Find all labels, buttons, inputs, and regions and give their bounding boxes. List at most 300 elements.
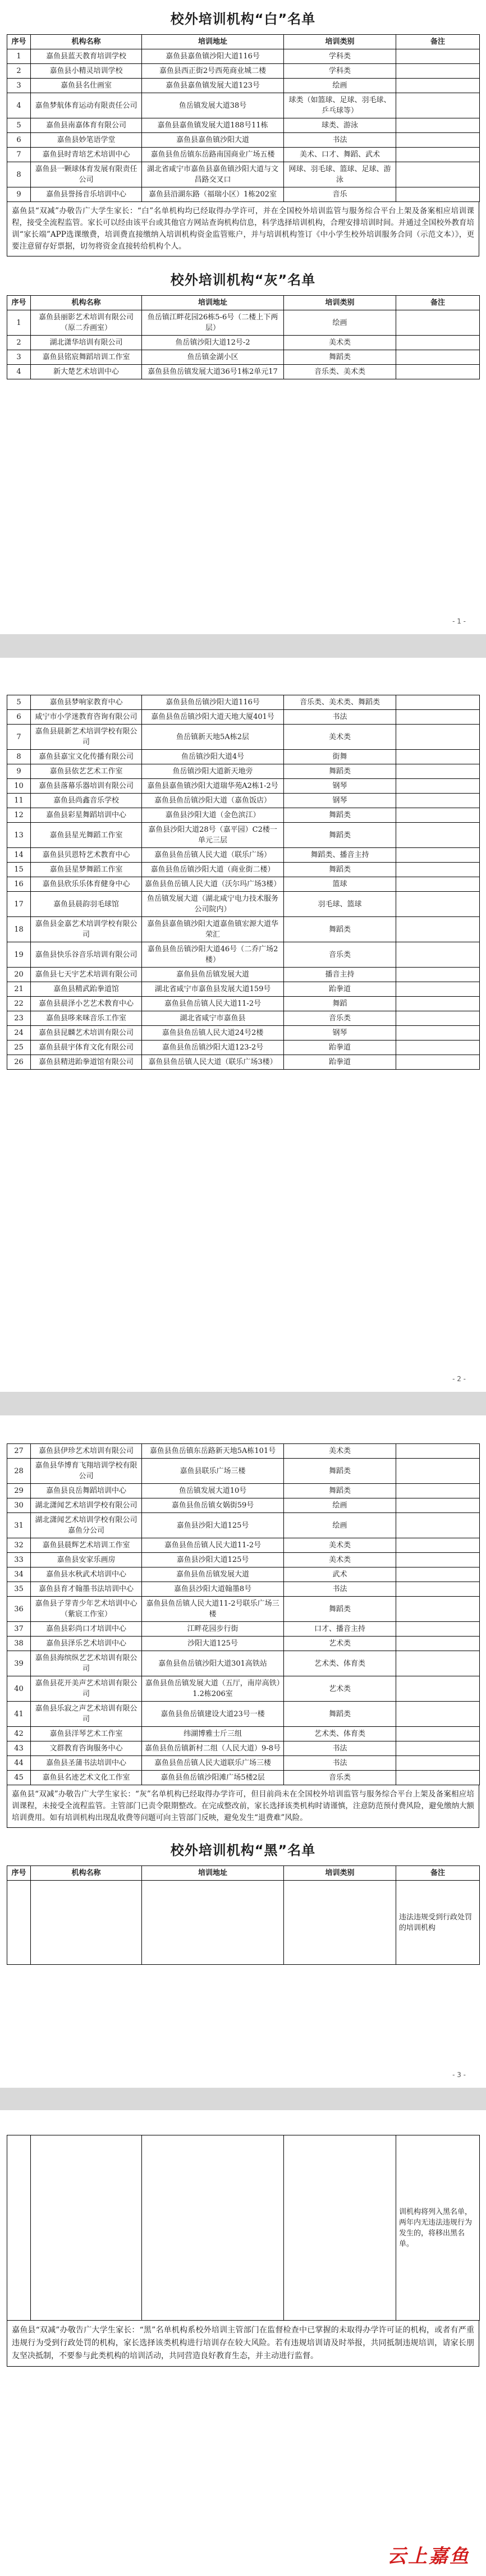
remark — [396, 1498, 480, 1513]
row-number: 33 — [7, 1553, 31, 1567]
column-header: 序号 — [7, 1866, 31, 1881]
row-number: 17 — [7, 892, 31, 917]
row-number: 20 — [7, 968, 31, 982]
remark — [396, 794, 480, 808]
category: 绘画 — [284, 79, 396, 93]
table-row — [7, 350, 480, 365]
address: 嘉鱼县鱼岳镇人民大道（联乐广场3楼） — [142, 1055, 284, 1070]
address: 嘉鱼县鱼岳镇沙阳大道301高铁站 — [142, 1651, 284, 1676]
table-row — [7, 133, 480, 148]
org-name: 嘉鱼县子芽青少年艺术培训中心（紫宸工作室） — [31, 1597, 142, 1622]
category: 羽毛球、篮球 — [284, 892, 396, 917]
row-number: 18 — [7, 917, 31, 942]
address: 嘉鱼县鱼岳镇人民大道联乐广场三楼 — [142, 1756, 284, 1771]
row-number: 40 — [7, 1676, 31, 1702]
row-number: 37 — [7, 1622, 31, 1637]
category: 书法 — [284, 1741, 396, 1756]
table-row — [7, 725, 480, 750]
org-name: 嘉鱼县良岳舞蹈培训中心 — [31, 1484, 142, 1498]
address: 沙阳大道125号 — [142, 1637, 284, 1651]
row-number: 30 — [7, 1498, 31, 1513]
address: 嘉鱼县沙阳大道（金色滨江） — [142, 808, 284, 823]
org-name: 嘉鱼县哆来咪音乐工作室 — [31, 1011, 142, 1026]
remark — [396, 1741, 480, 1756]
address: 嘉鱼县鱼岳镇人民大道（联乐广场） — [142, 848, 284, 863]
category: 舞蹈类、播音主持 — [284, 848, 396, 863]
table-row — [7, 1727, 480, 1741]
document-page-4 — [7, 2110, 479, 2576]
org-name: 嘉鱼县时青培艺术培训中心 — [31, 148, 142, 162]
address: 湖北省咸宁市嘉鱼县发展大道159号 — [142, 982, 284, 997]
remark — [396, 1484, 480, 1498]
address: 湖北省咸宁市嘉鱼县嘉鱼镇沙阳大道与文昌路交叉口 — [142, 162, 284, 187]
row-number: 2 — [7, 64, 31, 79]
org-name: 嘉鱼县晨辉艺术培训工作室 — [31, 1538, 142, 1553]
black-row-note: 违法违规受到行政处罚的培训机构 — [396, 1881, 480, 1965]
row-number: 16 — [7, 877, 31, 892]
org-name: 嘉鱼县昆麟艺术培训有限公司 — [31, 1026, 142, 1041]
table-row — [7, 1011, 480, 1026]
row-number: 26 — [7, 1055, 31, 1070]
table-row — [7, 1567, 480, 1582]
category: 学科类 — [284, 49, 396, 64]
category: 绘画 — [284, 1498, 396, 1513]
category: 艺术类 — [284, 1637, 396, 1651]
gray-list-table-part1 — [7, 295, 480, 379]
column-header: 序号 — [7, 35, 31, 49]
column-header: 培训地址 — [142, 1866, 284, 1881]
table-row — [7, 1637, 480, 1651]
document-page-2 — [7, 658, 479, 1392]
category: 美术类 — [284, 1538, 396, 1553]
address: 嘉鱼县鱼岳镇沙阳大道天地大厦401号 — [142, 710, 284, 725]
table-row — [7, 764, 480, 779]
org-name: 嘉鱼县安家乐画房 — [31, 1553, 142, 1567]
remark — [396, 863, 480, 877]
address: 嘉鱼县鱼岳镇沙阳大道116号 — [142, 695, 284, 710]
org-name: 嘉鱼县南嘉体育有限公司 — [31, 118, 142, 133]
black-list-table-continued — [7, 2135, 480, 2321]
row-number: 5 — [7, 695, 31, 710]
category: 音乐类、美术类 — [284, 365, 396, 379]
category: 舞蹈类 — [284, 764, 396, 779]
table-row — [7, 336, 480, 350]
org-name: 嘉鱼县圣蒲书法培训中心 — [31, 1756, 142, 1771]
remark — [396, 1622, 480, 1637]
black-list-table — [7, 1865, 480, 1965]
table-row — [7, 892, 480, 917]
address: 嘉鱼县鱼岳镇沙阳大道123-2号 — [142, 1041, 284, 1055]
org-name: 新大楚艺术培训中心 — [31, 365, 142, 379]
gray-header-row — [7, 296, 480, 310]
row-number: 9 — [7, 764, 31, 779]
org-name: 嘉鱼县金嘉艺术培训学校有限公司 — [31, 917, 142, 942]
address: 嘉鱼县鱼岳镇人民大道11-2号联乐广场三楼 — [142, 1597, 284, 1622]
category: 舞蹈类 — [284, 1702, 396, 1727]
address: 嘉鱼县鱼岳镇发展大道 — [142, 968, 284, 982]
black-header-row — [7, 1866, 480, 1881]
table-row — [7, 863, 480, 877]
category: 球类（如篮球、足球、羽毛球、乒乓球等） — [284, 93, 396, 118]
table-row — [7, 162, 480, 187]
remark — [396, 1538, 480, 1553]
document-page-1 — [7, 0, 479, 634]
page-gap — [0, 634, 486, 658]
black-list-notice: 嘉鱼县“双减”办敬告广大学生家长：“黑”名单机构系校外培训主管部门在监督检查中已掌握的未取得办学许可证的机构，或者有严重违规行为受到行政处罚的机构，家长选择该类机构进行培训存在较大风险。若有违规培训请及时举报，共同抵制违规培训，请家长朋友坚决抵制，不要参与此类机构的培训活动，共同营造良好教育生态，并主动进行监督。 — [7, 2321, 479, 2367]
org-name: 嘉鱼县欣乐乐体育健身中心 — [31, 877, 142, 892]
category: 美术类 — [284, 1444, 396, 1459]
address: 嘉鱼县沙阳大道125号 — [142, 1513, 284, 1538]
remark — [396, 187, 480, 202]
address: 嘉鱼县嘉鱼镇沙阳大道116号 — [142, 49, 284, 64]
table-row — [7, 942, 480, 968]
table-row — [7, 808, 480, 823]
address: 鱼岳镇沙阳大道新天地旁 — [142, 764, 284, 779]
org-name: 嘉鱼县丽影艺术培训有限公司（原二乔画室） — [31, 310, 142, 336]
remark — [396, 1041, 480, 1055]
org-name: 嘉鱼县名仕画室 — [31, 79, 142, 93]
table-row — [7, 1702, 480, 1727]
table-row — [7, 1538, 480, 1553]
remark — [396, 725, 480, 750]
address: 鱼岳镇发展大道38号 — [142, 93, 284, 118]
remark — [396, 1459, 480, 1484]
remark — [396, 1513, 480, 1538]
category: 学科类 — [284, 64, 396, 79]
black-row-note: 训机构将列入黑名单，两年内无违法违规行为发生的，将移出黑名单。 — [396, 2135, 480, 2321]
row-number: 11 — [7, 794, 31, 808]
column-header: 备注 — [396, 35, 480, 49]
address: 鱼岳镇沙阳大道4号 — [142, 750, 284, 764]
page-number: - 1 - — [452, 617, 466, 625]
remark — [396, 1444, 480, 1459]
row-number: 23 — [7, 1011, 31, 1026]
remark — [396, 64, 480, 79]
category: 美术类 — [284, 336, 396, 350]
org-name: 嘉鱼县晨泽小艺艺术教育中心 — [31, 997, 142, 1011]
row-number: 2 — [7, 336, 31, 350]
table-row — [7, 1484, 480, 1498]
remark — [396, 1756, 480, 1771]
row-number: 43 — [7, 1741, 31, 1756]
table-row — [7, 695, 480, 710]
row-number: 28 — [7, 1459, 31, 1484]
column-header: 培训类别 — [284, 1866, 396, 1881]
remark — [396, 1597, 480, 1622]
remark — [396, 968, 480, 982]
category: 书法 — [284, 710, 396, 725]
org-name: 嘉鱼县七天宇艺术培训有限公司 — [31, 968, 142, 982]
remark — [396, 1567, 480, 1582]
category: 艺术类、体育类 — [284, 1651, 396, 1676]
table-row — [7, 1881, 480, 1965]
category: 音乐类、美术类、舞蹈类 — [284, 695, 396, 710]
row-number: 4 — [7, 93, 31, 118]
table-row — [7, 982, 480, 997]
org-name: 嘉鱼县晨新艺术培训学校有限公司 — [31, 725, 142, 750]
category: 书法 — [284, 1582, 396, 1597]
row-number: 35 — [7, 1582, 31, 1597]
address: 嘉鱼县鱼岳镇人民大道（沃尔玛广场3楼） — [142, 877, 284, 892]
remark — [396, 49, 480, 64]
org-name: 嘉鱼县依艺艺术工作室 — [31, 764, 142, 779]
table-row — [7, 848, 480, 863]
table-row — [7, 1771, 480, 1785]
address: 纬湖博雅士斤三组 — [142, 1727, 284, 1741]
row-number: 4 — [7, 365, 31, 379]
row-number: 29 — [7, 1484, 31, 1498]
address: 湖北省咸宁市嘉鱼县 — [142, 1011, 284, 1026]
category: 艺术类 — [284, 1676, 396, 1702]
org-name: 嘉鱼县梦响家教育中心 — [31, 695, 142, 710]
row-number: 8 — [7, 162, 31, 187]
row-number: 13 — [7, 823, 31, 848]
remark — [396, 1676, 480, 1702]
org-name: 嘉鱼县华博育飞翔培训学校有限公司 — [31, 1459, 142, 1484]
org-name: 嘉鱼县洋琴艺术工作室 — [31, 1727, 142, 1741]
address: 嘉鱼县鱼岳镇沙阳大道（嘉鱼饭店） — [142, 794, 284, 808]
gray-list-title: 校外培训机构“灰”名单 — [170, 272, 316, 288]
category: 音乐类 — [284, 1011, 396, 1026]
table-row — [7, 1026, 480, 1041]
column-header: 备注 — [396, 296, 480, 310]
yunshang-jiayu-logo: 云上嘉鱼 — [387, 2545, 470, 2568]
table-row — [7, 1041, 480, 1055]
category: 舞蹈类 — [284, 1459, 396, 1484]
org-name: 咸宁市小学迷教育咨询有限公司 — [31, 710, 142, 725]
table-row — [7, 1582, 480, 1597]
remark — [396, 310, 480, 336]
table-row — [7, 1055, 480, 1070]
remark — [396, 1702, 480, 1727]
category: 舞蹈 — [284, 997, 396, 1011]
row-number: 14 — [7, 848, 31, 863]
org-name: 文群教育咨询服务中心 — [31, 1741, 142, 1756]
column-header: 机构名称 — [31, 296, 142, 310]
remark — [396, 695, 480, 710]
table-row — [7, 1597, 480, 1622]
table-row — [7, 1498, 480, 1513]
white-list-table — [7, 34, 480, 202]
address: 嘉鱼县嘉鱼镇发展大道188号11栋 — [142, 118, 284, 133]
category: 舞蹈类 — [284, 1597, 396, 1622]
org-name: 嘉鱼县彩星舞蹈培训中心 — [31, 808, 142, 823]
table-row — [7, 877, 480, 892]
org-name: 嘉鱼县贝恩特艺术教育中心 — [31, 848, 142, 863]
page-number: - 3 - — [452, 2071, 466, 2079]
table-row — [7, 1553, 480, 1567]
org-name: 嘉鱼县晨宇体育文化有限公司 — [31, 1041, 142, 1055]
white-list-notice: 嘉鱼县“双减”办敬告广大学生家长：“白”名单机构均已经取得办学许可，并在全国校外培训监管与服务综合平台上架及备案相应培训课程，接受全流程监管。家长可以经由该平台或其他官方网站查询机构信息，科学选择培训机构，合理安排培训时间。并通过全国校外教育培训“家长端”APP选课缴费，培训费直接缴纳入培训机构资金监管账户，并与培训机构签订《中小学生校外培训服务合同（示范文本）》，更要注意留存好票据，切勿将资金直接转给机构个人。 — [7, 202, 479, 256]
row-number: 5 — [7, 118, 31, 133]
category: 网球、羽毛球、篮球、足球、游泳 — [284, 162, 396, 187]
row-number: 44 — [7, 1756, 31, 1771]
row-number: 6 — [7, 710, 31, 725]
category: 钢琴 — [284, 1026, 396, 1041]
address: 鱼岳镇金湖小区 — [142, 350, 284, 365]
category: 美术类 — [284, 1553, 396, 1567]
column-header: 培训类别 — [284, 35, 396, 49]
row-number: 8 — [7, 750, 31, 764]
address: 嘉鱼县鱼岳镇发展大道36号1栋2单元17 — [142, 365, 284, 379]
column-header: 培训地址 — [142, 35, 284, 49]
address: 嘉鱼县鱼岳镇沙阳大道46号（二乔广场2楼） — [142, 942, 284, 968]
document-page-3 — [7, 1415, 479, 2088]
category: 武术 — [284, 1567, 396, 1582]
row-number: 36 — [7, 1597, 31, 1622]
org-name: 湖北潇闻艺术培训学校有限公司 — [31, 1498, 142, 1513]
remark — [396, 1727, 480, 1741]
table-row — [7, 1676, 480, 1702]
table-row — [7, 1513, 480, 1538]
remark — [396, 942, 480, 968]
row-number: 1 — [7, 310, 31, 336]
org-name: 嘉鱼县水秋武术培训中心 — [31, 1567, 142, 1582]
address: 嘉鱼县联乐广场三楼 — [142, 1459, 284, 1484]
remark — [396, 133, 480, 148]
org-name: 嘉鱼县晨韵羽毛球馆 — [31, 892, 142, 917]
remark — [396, 1011, 480, 1026]
column-header: 培训类别 — [284, 296, 396, 310]
address: 嘉鱼县沙阳大道28号（嘉平园）C2楼一单元三层 — [142, 823, 284, 848]
column-header: 培训地址 — [142, 296, 284, 310]
table-row — [7, 365, 480, 379]
table-row — [7, 187, 480, 202]
remark — [396, 848, 480, 863]
row-number: 21 — [7, 982, 31, 997]
page-gap — [0, 1392, 486, 1415]
address: 江畔花园步行街 — [142, 1622, 284, 1637]
org-name: 嘉鱼县誉扬音乐培训中心 — [31, 187, 142, 202]
category: 音乐类 — [284, 942, 396, 968]
row-number: 45 — [7, 1771, 31, 1785]
address: 嘉鱼县沙阳大道125号 — [142, 1553, 284, 1567]
table-row — [7, 118, 480, 133]
remark — [396, 1771, 480, 1785]
table-row — [7, 310, 480, 336]
category: 艺术类、体育类 — [284, 1727, 396, 1741]
row-number: 41 — [7, 1702, 31, 1727]
category: 绘画 — [284, 310, 396, 336]
row-number: 15 — [7, 863, 31, 877]
row-number: 31 — [7, 1513, 31, 1538]
category: 舞蹈类 — [284, 863, 396, 877]
table-row — [7, 1459, 480, 1484]
row-number: 27 — [7, 1444, 31, 1459]
org-name: 嘉鱼县尚鑫音乐学校 — [31, 794, 142, 808]
remark — [396, 148, 480, 162]
remark — [396, 997, 480, 1011]
table-row — [7, 64, 480, 79]
org-name: 嘉鱼县育才翰墨书法培训中心 — [31, 1582, 142, 1597]
org-name: 嘉鱼县花开美声艺术培训有限公司 — [31, 1676, 142, 1702]
org-name: 嘉鱼县泽乐艺术培训中心 — [31, 1637, 142, 1651]
table-row — [7, 779, 480, 794]
table-row — [7, 1741, 480, 1756]
remark — [396, 1637, 480, 1651]
org-name: 嘉鱼县嘉宝文化传播有限公司 — [31, 750, 142, 764]
gray-list-table-part3 — [7, 1443, 480, 1785]
org-name: 嘉鱼县妙笔语学堂 — [31, 133, 142, 148]
address: 嘉鱼县鱼岳镇女娲街59号 — [142, 1498, 284, 1513]
address: 嘉鱼县鱼岳镇发展大道（五厅，南岸高铁）1.2栋206室 — [142, 1676, 284, 1702]
table-row — [7, 917, 480, 942]
address: 鱼岳镇沙阳大道12号-2 — [142, 336, 284, 350]
table-row — [7, 79, 480, 93]
remark — [396, 917, 480, 942]
column-header: 机构名称 — [31, 35, 142, 49]
category: 书法 — [284, 133, 396, 148]
org-name: 嘉鱼县星光舞蹈工作室 — [31, 823, 142, 848]
table-row — [7, 794, 480, 808]
row-number: 6 — [7, 133, 31, 148]
category: 绘画 — [284, 1513, 396, 1538]
address: 鱼岳镇发展大道（湖北咸宁电力技术服务公司院内） — [142, 892, 284, 917]
category: 舞蹈类 — [284, 917, 396, 942]
org-name: 嘉鱼县快乐谷音乐培训有限公司 — [31, 942, 142, 968]
table-row — [7, 1444, 480, 1459]
address: 嘉鱼县鱼岳镇人民大道24号2楼 — [142, 1026, 284, 1041]
remark — [396, 1553, 480, 1567]
remark — [396, 823, 480, 848]
address: 鱼岳镇发展大道10号 — [142, 1484, 284, 1498]
row-number: 1 — [7, 49, 31, 64]
white-list-title: 校外培训机构“白”名单 — [170, 11, 316, 27]
table-row — [7, 148, 480, 162]
row-number: 3 — [7, 79, 31, 93]
address: 嘉鱼县沿湖东路（福瑞小区）1栋202室 — [142, 187, 284, 202]
table-row — [7, 968, 480, 982]
remark — [396, 79, 480, 93]
address: 嘉鱼县鱼岳镇人民大道11-2号 — [142, 1538, 284, 1553]
row-number: 9 — [7, 187, 31, 202]
remark — [396, 350, 480, 365]
address: 嘉鱼县鱼岳镇东岳路新天地5A栋101号 — [142, 1444, 284, 1459]
category: 播音主持 — [284, 968, 396, 982]
address: 嘉鱼县嘉鱼镇发展大道123号 — [142, 79, 284, 93]
row-number: 3 — [7, 350, 31, 365]
row-number: 22 — [7, 997, 31, 1011]
org-name: 湖北潇华培训有限公司 — [31, 336, 142, 350]
table-row — [7, 1756, 480, 1771]
remark — [396, 1651, 480, 1676]
row-number: 10 — [7, 779, 31, 794]
address: 嘉鱼县鱼岳镇东岳路南国商业广场五楼 — [142, 148, 284, 162]
table-row — [7, 2135, 480, 2321]
category: 音乐类 — [284, 1771, 396, 1785]
row-number: 24 — [7, 1026, 31, 1041]
category: 舞蹈类 — [284, 808, 396, 823]
remark — [396, 982, 480, 997]
address: 嘉鱼县嘉鱼镇沙阳大道瑞华苑A2栋1-2号 — [142, 779, 284, 794]
gray-list-table-part2 — [7, 695, 480, 1070]
row-number: 42 — [7, 1727, 31, 1741]
category: 舞蹈类 — [284, 350, 396, 365]
remark — [396, 710, 480, 725]
org-name: 嘉鱼县名迹艺术文化工作室 — [31, 1771, 142, 1785]
address: 嘉鱼县沙阳大道翰墨8号 — [142, 1582, 284, 1597]
category: 钢琴 — [284, 779, 396, 794]
remark — [396, 162, 480, 187]
remark — [396, 365, 480, 379]
category: 球类、游泳 — [284, 118, 396, 133]
org-name: 嘉鱼县伊珍艺术培训有限公司 — [31, 1444, 142, 1459]
org-name: 嘉鱼县铭宸舞蹈培训工作室 — [31, 350, 142, 365]
table-row — [7, 710, 480, 725]
remark — [396, 877, 480, 892]
column-header: 机构名称 — [31, 1866, 142, 1881]
address: 嘉鱼县鱼岳镇发展大道 — [142, 1567, 284, 1582]
